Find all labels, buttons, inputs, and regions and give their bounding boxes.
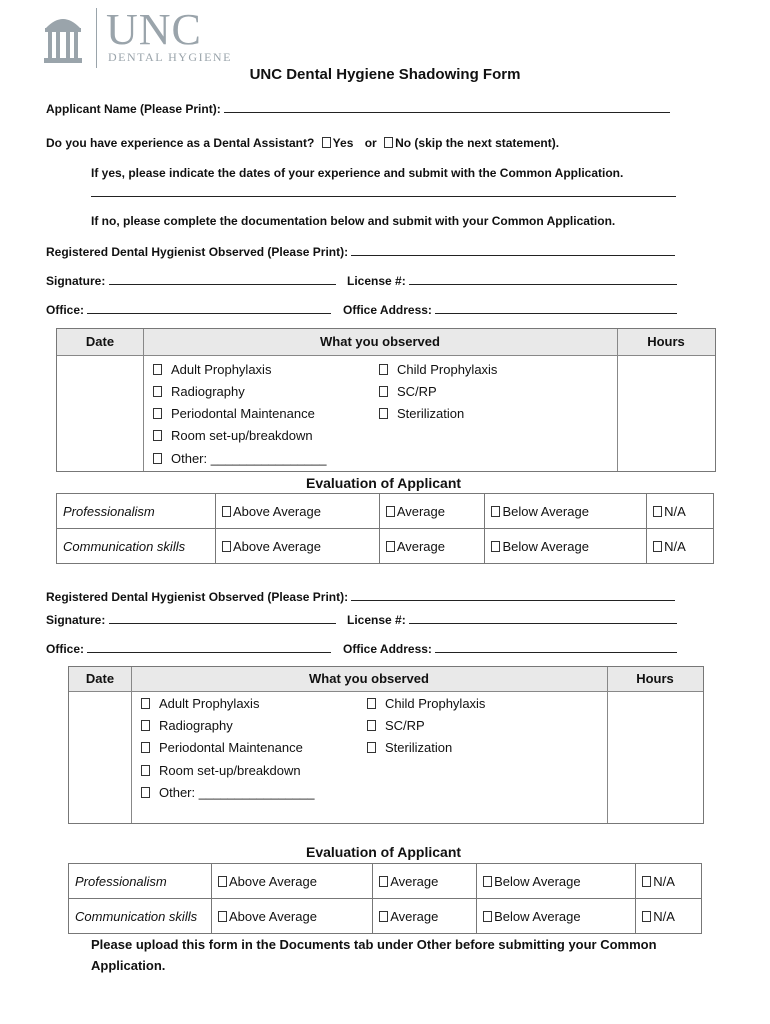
option-other[interactable]: Other: ________________: [153, 451, 326, 466]
office-address-row-2: [343, 640, 677, 656]
rdh-row-2: [46, 588, 675, 604]
checkbox-icon: [218, 876, 227, 887]
applicant-name-field[interactable]: [224, 100, 670, 113]
rdh-label: Registered Dental Hygienist Observed (Please Print):: [46, 590, 349, 604]
hours-header: Hours: [647, 334, 685, 349]
old-well-logo-icon: [42, 10, 84, 66]
checkbox-icon: [642, 911, 651, 922]
checkbox-icon: [153, 386, 162, 397]
if-no-text: If no, please complete the documentation below and submit with your Common Application.: [91, 214, 616, 228]
table-row: [69, 864, 702, 899]
no-label: No (skip the next statement).: [395, 136, 560, 150]
checkbox-icon: [367, 698, 376, 709]
signature-label: Signature:: [46, 274, 106, 288]
applicant-label: Applicant Name (Please Print):: [46, 102, 221, 116]
office-row-2: [46, 640, 331, 656]
office-label: Office:: [46, 642, 85, 656]
rating-above-average[interactable]: Above Average: [212, 864, 373, 899]
office-row-1: [46, 301, 331, 317]
checkbox-icon: [653, 541, 662, 552]
table-row: [69, 899, 702, 934]
evaluation-title-2: Evaluation of Applicant: [306, 844, 462, 860]
office-address-label: Office Address:: [343, 303, 432, 317]
office-field[interactable]: [87, 301, 331, 314]
checkbox-icon: [379, 876, 388, 887]
checkbox-icon: [491, 541, 500, 552]
option-room-setup[interactable]: Room set-up/breakdown: [141, 763, 301, 778]
option-child-prophylaxis[interactable]: Child Prophylaxis: [367, 696, 485, 711]
option-sterilization[interactable]: Sterilization: [379, 406, 464, 421]
date-header: Date: [85, 671, 115, 686]
license-row-2: [347, 611, 677, 627]
checkbox-icon: [153, 364, 162, 375]
upload-instructions: Please upload this form in the Documents tab under Other before submitting your Common Application.: [91, 937, 657, 973]
office-address-field[interactable]: [435, 301, 677, 314]
rating-below-average[interactable]: Below Average: [485, 529, 647, 564]
checkbox-icon: [367, 742, 376, 753]
rating-above-average[interactable]: Above Average: [216, 529, 380, 564]
option-periodontal-maintenance[interactable]: Periodontal Maintenance: [141, 740, 303, 755]
option-periodontal-maintenance[interactable]: Periodontal Maintenance: [153, 406, 315, 421]
office-label: Office:: [46, 303, 85, 317]
checkbox-icon: [379, 364, 388, 375]
column-divider: [607, 667, 608, 823]
signature-row-1: [46, 272, 336, 288]
rating-average[interactable]: Average: [379, 529, 485, 564]
experience-row: [46, 136, 559, 150]
evaluation-title-1: Evaluation of Applicant: [306, 475, 462, 491]
observed-header: What you observed: [309, 671, 429, 686]
signature-label: Signature:: [46, 613, 106, 627]
rating-na[interactable]: N/A: [636, 864, 702, 899]
rating-na[interactable]: N/A: [647, 529, 714, 564]
communication-label: Communication skills: [57, 529, 216, 564]
checkbox-icon: [386, 506, 395, 517]
checkbox-icon: [153, 453, 162, 464]
checkbox-icon: [386, 541, 395, 552]
logo-divider: [96, 8, 97, 68]
rating-above-average[interactable]: Above Average: [212, 899, 373, 934]
rating-below-average[interactable]: Below Average: [477, 899, 636, 934]
professionalism-label: Professionalism: [69, 864, 212, 899]
logo-name: UNC: [106, 5, 202, 54]
date-header: Date: [85, 334, 115, 349]
rdh-name-field[interactable]: [351, 243, 675, 256]
option-adult-prophylaxis[interactable]: Adult Prophylaxis: [141, 696, 259, 711]
office-address-label: Office Address:: [343, 642, 432, 656]
checkbox-icon: [222, 506, 231, 517]
yes-label: Yes: [332, 136, 354, 150]
checkbox-icon: [141, 765, 150, 776]
no-checkbox[interactable]: [384, 137, 393, 148]
observed-header: What you observed: [320, 334, 440, 349]
or-label: or: [364, 136, 377, 150]
license-row-1: [347, 272, 677, 288]
rating-na[interactable]: N/A: [647, 494, 714, 529]
logo-subtitle: DENTAL HYGIENE: [108, 50, 232, 64]
rating-na[interactable]: N/A: [636, 899, 702, 934]
option-room-setup[interactable]: Room set-up/breakdown: [153, 428, 313, 443]
observation-table-2: [68, 666, 704, 824]
column-divider: [131, 667, 132, 823]
checkbox-icon: [491, 506, 500, 517]
yes-checkbox[interactable]: [322, 137, 331, 148]
column-divider: [143, 329, 144, 471]
license-field[interactable]: [409, 272, 677, 285]
experience-question: Do you have experience as a Dental Assistant?: [46, 136, 315, 150]
option-sc-rp[interactable]: SC/RP: [379, 384, 437, 399]
signature-field[interactable]: [109, 611, 336, 624]
checkbox-icon: [141, 787, 150, 798]
rdh-label: Registered Dental Hygienist Observed (Please Print):: [46, 245, 349, 259]
rating-below-average[interactable]: Below Average: [485, 494, 647, 529]
option-radiography[interactable]: Radiography: [153, 384, 245, 399]
rating-above-average[interactable]: Above Average: [216, 494, 380, 529]
checkbox-icon: [642, 876, 651, 887]
communication-label: Communication skills: [69, 899, 212, 934]
checkbox-icon: [141, 698, 150, 709]
checkbox-icon: [483, 876, 492, 887]
office-field[interactable]: [87, 640, 331, 653]
professionalism-label: Professionalism: [57, 494, 216, 529]
option-adult-prophylaxis[interactable]: Adult Prophylaxis: [153, 362, 271, 377]
option-sc-rp[interactable]: SC/RP: [367, 718, 425, 733]
checkbox-icon: [483, 911, 492, 922]
experience-dates-field[interactable]: [91, 196, 676, 197]
checkbox-icon: [222, 541, 231, 552]
license-field[interactable]: [409, 611, 677, 624]
table-row: [57, 529, 714, 564]
applicant-row: [46, 100, 670, 116]
checkbox-icon: [218, 911, 227, 922]
checkbox-icon: [153, 408, 162, 419]
rating-average[interactable]: Average: [379, 494, 485, 529]
evaluation-table-2: [68, 863, 702, 934]
office-address-field[interactable]: [435, 640, 677, 653]
option-radiography[interactable]: Radiography: [141, 718, 233, 733]
option-sterilization[interactable]: Sterilization: [367, 740, 452, 755]
license-label: License #:: [347, 274, 406, 288]
rdh-name-field[interactable]: [351, 588, 675, 601]
rating-below-average[interactable]: Below Average: [477, 864, 636, 899]
checkbox-icon: [367, 720, 376, 731]
office-address-row-1: [343, 301, 677, 317]
checkbox-icon: [379, 911, 388, 922]
form-title: UNC Dental Hygiene Shadowing Form: [249, 66, 521, 83]
signature-row-2: [46, 611, 336, 627]
hours-header: Hours: [636, 671, 674, 686]
checkbox-icon: [141, 720, 150, 731]
rating-average[interactable]: Average: [373, 864, 477, 899]
license-label: License #:: [347, 613, 406, 627]
if-yes-text: If yes, please indicate the dates of your experience and submit with the Common Application.: [91, 166, 624, 180]
option-other[interactable]: Other: ________________: [141, 785, 314, 800]
checkbox-icon: [141, 742, 150, 753]
evaluation-table-1: [56, 493, 714, 564]
option-child-prophylaxis[interactable]: Child Prophylaxis: [379, 362, 497, 377]
checkbox-icon: [153, 430, 162, 441]
logo: [42, 5, 252, 68]
table-row: [57, 494, 714, 529]
checkbox-icon: [653, 506, 662, 517]
column-divider: [617, 329, 618, 471]
checkbox-icon: [379, 386, 388, 397]
rdh-row-1: [46, 243, 675, 259]
signature-field[interactable]: [109, 272, 336, 285]
rating-average[interactable]: Average: [373, 899, 477, 934]
checkbox-icon: [379, 408, 388, 419]
observation-table-1: [56, 328, 716, 472]
